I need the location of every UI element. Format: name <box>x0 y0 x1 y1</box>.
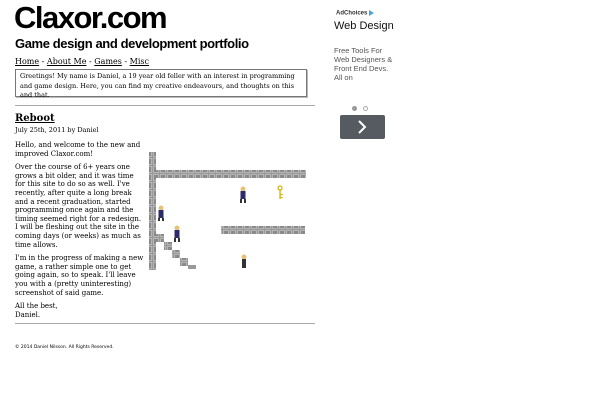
divider <box>15 323 315 324</box>
post-meta: July 25th, 2011 by Daniel <box>15 126 99 134</box>
post-signoff: All the best, <box>15 302 58 311</box>
post-signature: Daniel. <box>15 310 41 319</box>
game-screenshot <box>146 150 308 272</box>
player-character <box>158 206 164 222</box>
footer-copyright: © 2014 Daniel Nilsson. All Rights Reserved. <box>15 345 114 350</box>
carousel-dot-active[interactable] <box>352 106 357 111</box>
divider <box>15 105 315 106</box>
enemy-character <box>174 226 180 243</box>
site-tagline: Game design and development portfolio <box>15 36 249 51</box>
ad-choices-link[interactable] <box>336 10 374 17</box>
post-paragraph: I'm in the progress of making a new game, a rather simple one to get going again, so to speak. I'll leave you with a (pretty uninteresting) screenshot of said game. <box>15 254 144 297</box>
ad-next-button[interactable] <box>340 115 385 139</box>
post-paragraph: Over the course of 6+ years one grows a bit older, and it was time for this site to do so as well. I've recently, after quite a long break and a recent graduation, started programming once again and the timing seemed right for a redesign. I will be fleshing out the site in the coming days (or weeks) as much as time allows. <box>15 163 142 249</box>
ad-choices-label: AdChoices <box>336 10 368 17</box>
ad-carousel-dots <box>352 98 374 116</box>
carousel-dot[interactable] <box>363 106 368 111</box>
main-nav <box>15 57 149 66</box>
nav-separator: - <box>86 57 95 66</box>
nav-home-link[interactable]: Home <box>15 57 40 66</box>
npc-character <box>242 255 247 269</box>
nav-about-link[interactable]: About Me <box>46 57 87 66</box>
nav-separator: - <box>121 57 130 66</box>
nav-games-link[interactable]: Games <box>94 57 122 66</box>
site-logo[interactable]: Claxor.com <box>14 0 167 35</box>
post-title-link[interactable]: Reboot <box>15 113 55 124</box>
ad-choices-icon <box>369 10 374 16</box>
post-paragraph <box>15 302 240 319</box>
chevron-right-icon <box>355 120 369 134</box>
key-pickup <box>278 186 283 199</box>
enemy-character <box>240 187 246 204</box>
post-paragraph: Hello, and welcome to the new and improved Claxor.com! <box>15 141 141 158</box>
ad-title[interactable]: Web Design <box>334 20 394 32</box>
ad-text[interactable]: Free Tools For Web Designers & Front End Devs. All on <box>334 46 393 82</box>
intro-box: Greetings! My name is Daniel, a 19 year old feller with an interest in programming and game design. Here, you can find my creative endeavours, and thoughts on this and that. <box>15 69 307 97</box>
nav-misc-link[interactable]: Misc <box>129 57 150 66</box>
nav-separator: - <box>39 57 47 66</box>
